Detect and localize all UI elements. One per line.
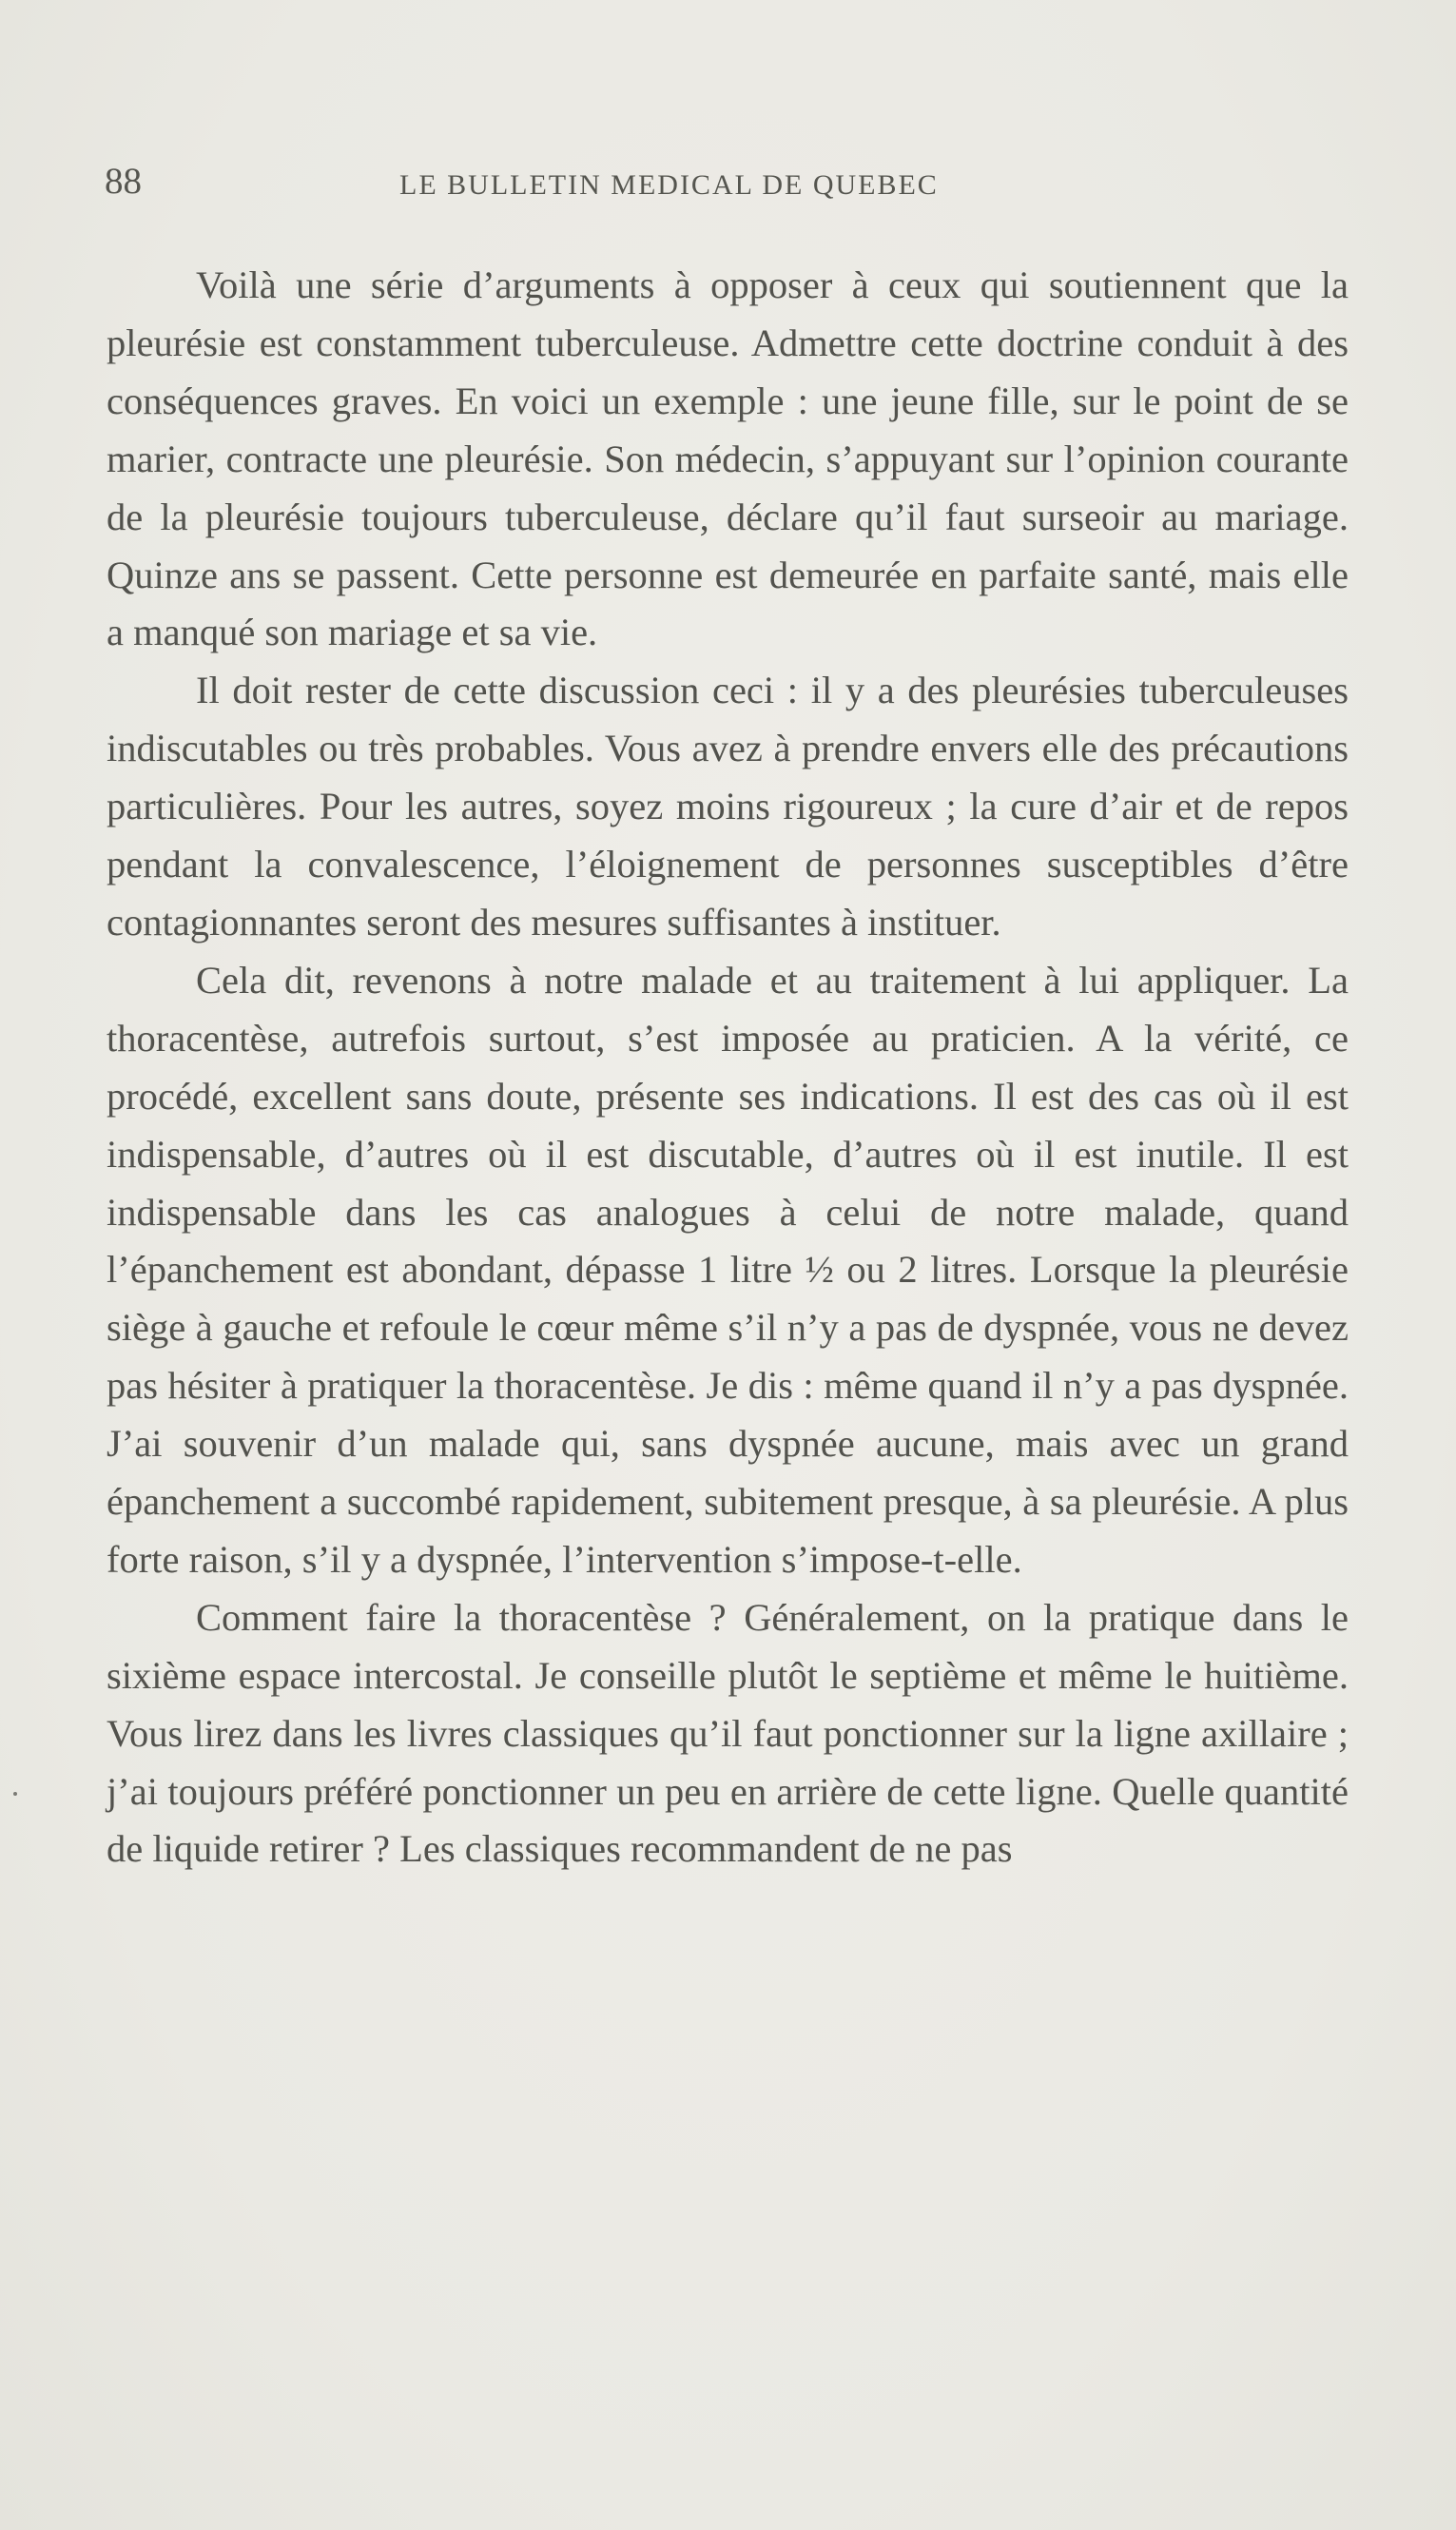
paragraph-4: Comment faire la thoracentèse ? Généralement, on la pratique dans le sixième espace intercostal. Je conseille plutôt le septième et même le huitième. Vous lirez dans les livres classiques qu’il faut ponctionner sur la ligne axillaire ; j’ai toujours préféré ponctionner un peu en arrière de cette ligne. Quelle quantité de liquide retirer ? Les classiques recommandent de ne pas: [107, 1595, 1349, 1871]
running-head: LE BULLETIN MEDICAL DE QUEBEC: [399, 169, 939, 201]
paragraph-1: Voilà une série d’arguments à opposer à ceux qui soutiennent que la pleurésie est constamment tuberculeuse. Admettre cette doctrine conduit à des conséquences graves. En voici un exemple : une jeune fille, sur le point de se marier, contracte une pleurésie. Son médecin, s’appuyant sur l’opinion courante de la pleurésie toujours tuberculeuse, déclare qu’il faut surseoir au mariage. Quinze ans se passent. Cette personne est demeurée en parfaite santé, mais elle a manqué son mariage et sa vie.: [107, 263, 1349, 654]
page-number: 88: [105, 161, 142, 202]
body-text: [107, 257, 1349, 1878]
paragraph-2: Il doit rester de cette discussion ceci : il y a des pleurésies tuberculeuses indiscutables ou très probables. Vous avez à prendre envers elle des précautions particulières. Pour les autres, soyez moins rigoureux ; la cure d’air et de repos pendant la convalescence, l’éloignement de personnes susceptibles d’être contagionnantes seront des mesures suffisantes à instituer.: [107, 669, 1349, 944]
paragraph-3: Cela dit, revenons à notre malade et au traitement à lui appliquer. La thoracentèse, autrefois surtout, s’est imposée au praticien. A la vérité, ce procédé, excellent sans doute, présente ses indications. Il est des cas où il est indispensable, d’autres où il est discutable, d’autres où il est inutile. Il est indispensable dans les cas analogues à celui de notre malade, quand l’épanchement est abondant, dépasse 1 litre ½ ou 2 litres. Lorsque la pleurésie siège à gauche et refoule le cœur même s’il n’y a pas de dyspnée, vous ne devez pas hésiter à pratiquer la thoracentèse. Je dis : même quand il n’y a pas dyspnée. J’ai souvenir d’un malade qui, sans dyspnée aucune, mais avec un grand épanchement a succombé rapidement, subitement presque, à sa pleurésie. A plus forte raison, s’il y a dyspnée, l’intervention s’impose-t-elle.: [107, 958, 1349, 1581]
margin-speck: [13, 1792, 17, 1796]
page-header: [105, 160, 1350, 217]
